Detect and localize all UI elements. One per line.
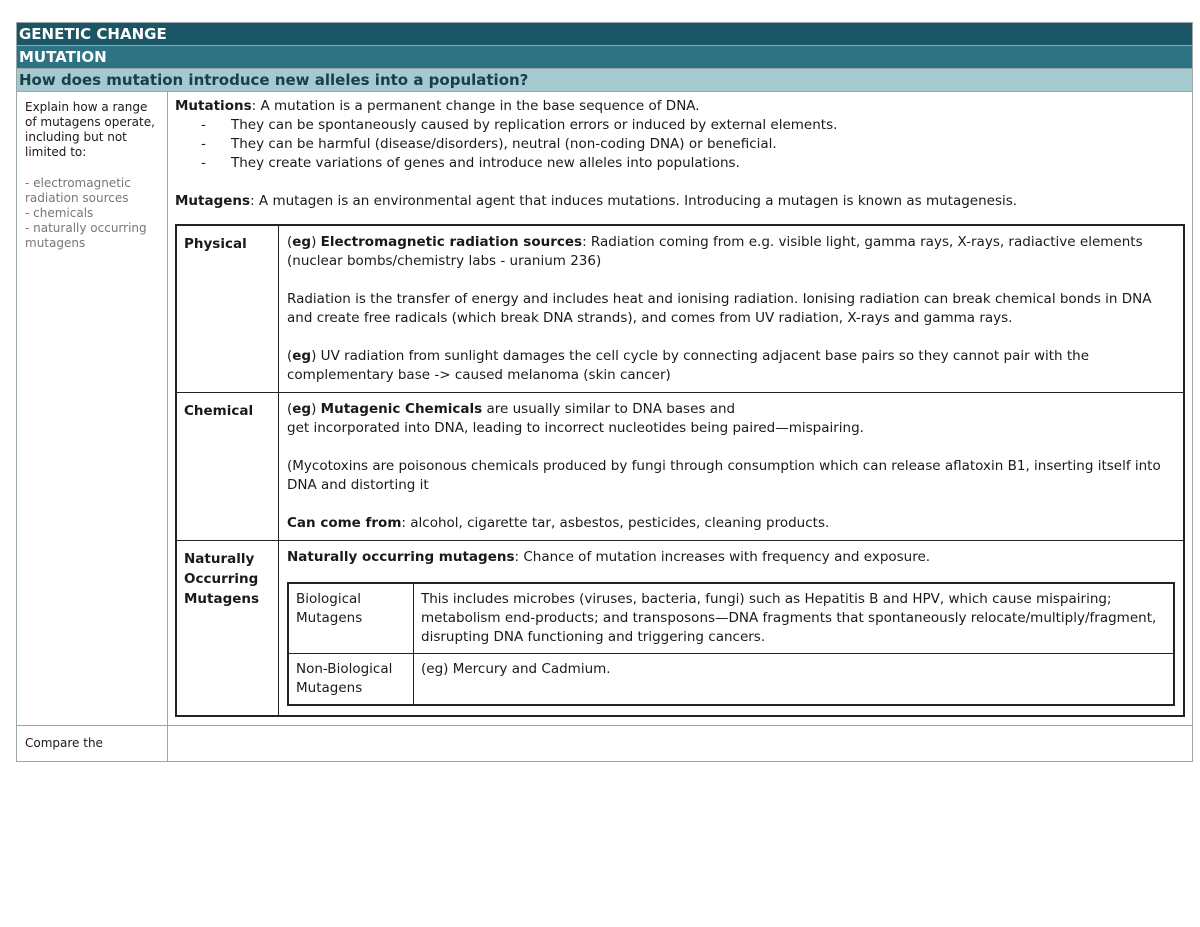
table-row: [176, 541, 1184, 717]
physical-title: Electromagnetic radiation sources: [320, 234, 583, 250]
chemical-label: Chemical: [176, 393, 279, 541]
subtype-text: (eg) Mercury and Cadmium.: [414, 654, 1175, 706]
physical-details: (eg) Electromagnetic radiation sources: Radiation coming from e.g. visible light, gamma rays, X-rays, radiactive elements (nuclear bombs/chemistry labs - uranium 236) Radiation is the transfer of energy and includes heat and ionising radiation. Ionising radiation can break chemical bonds in DNA and create free radicals (which break DNA strands), and comes from UV radiation, X-rays and gamma rays. (eg) UV radiation from sunlight damages the cell cycle by connecting adjacent base pairs so they cannot pair with the complementary base -> caused melanoma (skin cancer): [279, 225, 1185, 393]
syllabus-item: - electromagnetic radiation sources: [25, 176, 131, 205]
chemical-title: Mutagenic Chemicals: [320, 401, 483, 417]
syllabus-column: [17, 92, 168, 725]
physical-label: Physical: [176, 225, 279, 393]
mutagen-types-table: [175, 224, 1185, 717]
chemical-details: (eg) Mutagenic Chemicals are usually similar to DNA bases and get incorporated into DNA, leading to incorrect nucleotides being paired—mispairing. (Mycotoxins are poisonous chemicals produced by fungi through consumption which can release aflatoxin B1, inserting itself into DNA and distorting it Can come from: alcohol, cigarette tar, asbestos, pesticides, cleaning products.: [279, 393, 1185, 541]
table-row: [288, 654, 1174, 706]
chemical-from-label: Can come from: [287, 515, 402, 531]
list-item: - They create variations of genes and introduce new alleles into populations.: [201, 154, 1185, 173]
question-heading: How does mutation introduce new alleles into a population?: [16, 68, 1193, 91]
mutations-points: [201, 116, 1185, 173]
subtype-text: This includes microbes (viruses, bacteria, fungi) such as Hepatitis B and HPV, which cause mispairing; metabolism end-products; and transposons—DNA fragments that spontaneously relocate/multiply/fragment, disrupting DNA functioning and triggering cancers.: [414, 583, 1175, 654]
worksheet: [16, 22, 1193, 762]
table-row: [288, 583, 1174, 654]
natural-label: Naturally Occurring Mutagens: [176, 541, 279, 717]
mutations-definition: Mutations: A mutation is a permanent change in the base sequence of DNA.: [175, 98, 700, 114]
section-heading: GENETIC CHANGE: [16, 22, 1193, 45]
syllabus-list: [25, 176, 162, 251]
table-row: [176, 225, 1184, 393]
table-row: [176, 393, 1184, 541]
subtype-label: Non-Biological Mutagens: [288, 654, 414, 706]
natural-details: Naturally occurring mutagens: Chance of mutation increases with frequency and exposure. Biological Mutagens This includes microbes (viruses, bacteria, fungi) such as Hepatitis B and HPV, which cause mispairing; metabolism end-products; and transposons—DNA fragments that spontaneously relocate/multiply/fragment, disrupting DNA functioning and triggering cancers. Non-Biological Mutagens (eg) Mercury and Cadmium.: [279, 541, 1185, 717]
next-notes: [168, 726, 1192, 761]
mutagens-definition: Mutagens: A mutagen is an environmental agent that induces mutations. Introducing a mutagen is known as mutagenesis.: [175, 193, 1018, 209]
syllabus-item: - chemicals: [25, 206, 94, 220]
subtype-label: Biological Mutagens: [288, 583, 414, 654]
syllabus-intro: Explain how a range of mutagens operate, including but not limited to:: [25, 100, 155, 159]
notes-column: [168, 92, 1192, 725]
next-row: [16, 726, 1193, 762]
subsection-heading: MUTATION: [16, 45, 1193, 68]
syllabus-item: - naturally occurring mutagens: [25, 221, 147, 250]
physical-paragraph: Radiation is the transfer of energy and includes heat and ionising radiation. Ionising radiation can break chemical bonds in DNA and create free radicals (which break DNA strands), and comes from UV radiation, X-rays and gamma rays.: [287, 291, 1152, 326]
list-item: - They can be harmful (disease/disorders), neutral (non-coding DNA) or beneficial.: [201, 135, 1185, 154]
natural-subtable: [287, 582, 1175, 706]
mutagens-term: Mutagens: [175, 193, 251, 209]
content-row: [16, 91, 1193, 726]
list-item: - They can be spontaneously caused by replication errors or induced by external elements.: [201, 116, 1185, 135]
natural-title: Naturally occurring mutagens: [287, 549, 515, 565]
chemical-paragraph: (Mycotoxins are poisonous chemicals produced by fungi through consumption which can release aflatoxin B1, inserting itself into DNA and distorting it: [287, 458, 1161, 493]
mutations-term: Mutations: [175, 98, 252, 114]
next-syllabus: Compare the: [17, 726, 168, 761]
